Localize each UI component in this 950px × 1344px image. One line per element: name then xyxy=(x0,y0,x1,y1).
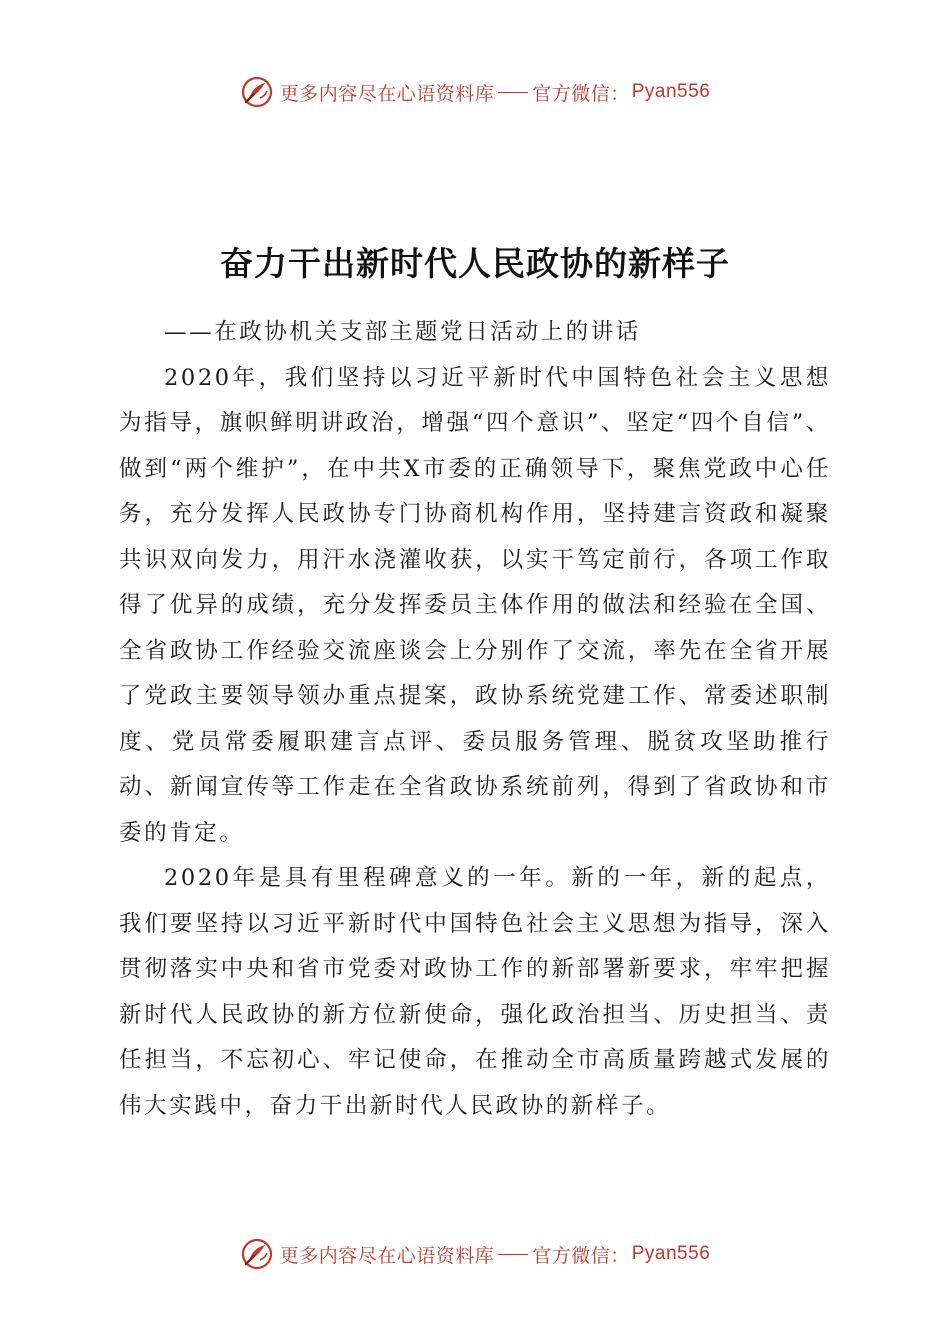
banner-dash xyxy=(498,92,528,93)
brand-logo-icon xyxy=(240,75,274,109)
brand-logo-icon xyxy=(240,1237,274,1271)
document-subtitle: ——在政协机关支部主题党日活动上的讲话 xyxy=(164,319,641,345)
document-title: 奋力干出新时代人民政协的新样子 xyxy=(220,244,730,283)
banner-text: 更多内容尽在心语资料库 xyxy=(279,82,495,105)
banner-wechat-id: Pyan556 xyxy=(631,1243,711,1264)
banner-official: 官方微信： xyxy=(532,82,630,105)
document-body xyxy=(119,310,831,1129)
header-banner xyxy=(0,70,950,114)
banner-official: 官方微信： xyxy=(532,1244,630,1267)
banner-wechat-id: Pyan556 xyxy=(631,81,711,102)
banner-text: 更多内容尽在心语资料库 xyxy=(279,1244,495,1267)
banner-dash xyxy=(498,1254,528,1255)
footer-banner xyxy=(0,1232,950,1276)
paragraph: 2020年是具有里程碑意义的一年。新的一年，新的起点，我们要坚持以习近平新时代中国特色社会主义思想为指导，深入贯彻落实中央和省市党委对政协工作的新部署新要求，牢牢把握新时代人民政协的新方位新使命，强化政治担当、历史担当、责任担当，不忘初心、牢记使命，在推动全市高质量跨越式发展的伟大实践中，奋力干出新时代人民政协的新样子。 xyxy=(119,865,831,1119)
paragraph: 2020年，我们坚持以习近平新时代中国特色社会主义思想为指导，旗帜鲜明讲政治，增强“四个意识”、坚定“四个自信”、做到“两个维护”，在中共X市委的正确领导下，聚焦党政中心任务，充分发挥人民政协专门协商机构作用，坚持建言资政和凝聚共识双向发力，用汗水浇灌收获，以实干笃定前行，各项工作取得了优异的成绩，充分发挥委员主体作用的做法和经验在全国、全省政协工作经验交流座谈会上分别作了交流，率先在全省开展了党政主要领导领办重点提案，政协系统党建工作、常委述职制度、党员常委履职建言点评、委员服务管理、脱贫攻坚助推行动、新闻宣传等工作走在全省政协系统前列，得到了省政协和市委的肯定。 xyxy=(119,364,831,846)
